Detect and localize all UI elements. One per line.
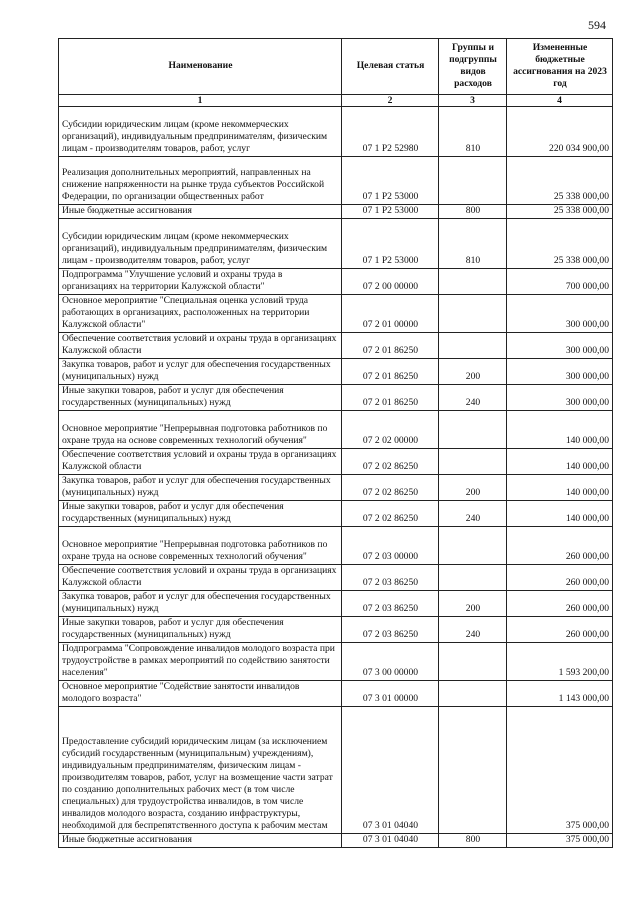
- page-number: 594: [588, 18, 606, 32]
- row-target-code: 07 2 01 86250: [342, 333, 439, 359]
- row-name: Основное мероприятие "Непрерывная подготовка работников по охране труда на основе современных технологий обучения": [59, 411, 342, 449]
- column-number: 3: [439, 95, 507, 107]
- table-row: [59, 219, 613, 269]
- row-amount: 260 000,00: [507, 527, 613, 565]
- row-name: Иные бюджетные ассигнования: [59, 834, 342, 848]
- table-row: [59, 205, 613, 219]
- row-name: Подпрограмма "Сопровождение инвалидов молодого возраста при трудоустройстве в рамках мероприятий по содействию занятости населения": [59, 643, 342, 681]
- row-name: Иные закупки товаров, работ и услуг для обеспечения государственных (муниципальных) нужд: [59, 501, 342, 527]
- row-target-code: 07 2 03 86250: [342, 617, 439, 643]
- row-name: Закупка товаров, работ и услуг для обеспечения государственных (муниципальных) нужд: [59, 359, 342, 385]
- row-name: Закупка товаров, работ и услуг для обеспечения государственных (муниципальных) нужд: [59, 475, 342, 501]
- row-group-code: [439, 295, 507, 333]
- row-amount: 220 034 900,00: [507, 107, 613, 157]
- row-group-code: [439, 333, 507, 359]
- row-target-code: 07 3 01 00000: [342, 681, 439, 707]
- row-name: Основное мероприятие "Содействие занятости инвалидов молодого возраста": [59, 681, 342, 707]
- table-body: [59, 107, 613, 848]
- table-row: [59, 707, 613, 834]
- row-amount: 260 000,00: [507, 591, 613, 617]
- table-row: [59, 681, 613, 707]
- row-group-code: [439, 527, 507, 565]
- row-amount: 260 000,00: [507, 617, 613, 643]
- row-target-code: 07 2 02 86250: [342, 475, 439, 501]
- header-name: Наименование: [59, 39, 342, 95]
- row-target-code: 07 2 02 86250: [342, 501, 439, 527]
- row-group-code: 810: [439, 219, 507, 269]
- row-target-code: 07 2 02 00000: [342, 411, 439, 449]
- row-name: Обеспечение соответствия условий и охраны труда в организациях Калужской области: [59, 449, 342, 475]
- header-amount: Измененные бюджетные ассигнования на 2023 год: [507, 39, 613, 95]
- row-name: Иные бюджетные ассигнования: [59, 205, 342, 219]
- row-amount: 300 000,00: [507, 359, 613, 385]
- table-row: [59, 333, 613, 359]
- column-number: 2: [342, 95, 439, 107]
- row-target-code: 07 1 P2 53000: [342, 157, 439, 205]
- row-group-code: [439, 681, 507, 707]
- row-amount: 300 000,00: [507, 333, 613, 359]
- row-group-code: [439, 157, 507, 205]
- table-row: [59, 834, 613, 848]
- row-group-code: [439, 411, 507, 449]
- row-name: Реализация дополнительных мероприятий, направленных на снижение напряженности на рынке труда субъектов Российской Федерации, по организации общественных работ: [59, 157, 342, 205]
- row-amount: 25 338 000,00: [507, 157, 613, 205]
- table-row: [59, 411, 613, 449]
- row-amount: 300 000,00: [507, 295, 613, 333]
- row-group-code: 240: [439, 617, 507, 643]
- row-target-code: 07 3 00 00000: [342, 643, 439, 681]
- table-row: [59, 591, 613, 617]
- table-row: [59, 295, 613, 333]
- row-amount: 260 000,00: [507, 565, 613, 591]
- row-amount: 25 338 000,00: [507, 205, 613, 219]
- table-row: [59, 385, 613, 411]
- row-target-code: 07 1 P2 53000: [342, 219, 439, 269]
- row-target-code: 07 2 01 86250: [342, 359, 439, 385]
- row-group-code: [439, 707, 507, 834]
- row-amount: 1 143 000,00: [507, 681, 613, 707]
- row-amount: 300 000,00: [507, 385, 613, 411]
- row-group-code: [439, 269, 507, 295]
- row-name: Основное мероприятие "Специальная оценка условий труда работающих в организациях, расположенных на территории Калужской области": [59, 295, 342, 333]
- row-name: Субсидии юридическим лицам (кроме некоммерческих организаций), индивидуальным предпринимателям, физическим лицам - производителям товаров, работ, услуг: [59, 107, 342, 157]
- row-group-code: 200: [439, 591, 507, 617]
- row-name: Закупка товаров, работ и услуг для обеспечения государственных (муниципальных) нужд: [59, 591, 342, 617]
- row-name: Субсидии юридическим лицам (кроме некоммерческих организаций), индивидуальным предпринимателям, физическим лицам - производителям товаров, работ, услуг: [59, 219, 342, 269]
- row-target-code: 07 2 00 00000: [342, 269, 439, 295]
- table-header-row: [59, 39, 613, 95]
- row-amount: 375 000,00: [507, 834, 613, 848]
- table-row: [59, 527, 613, 565]
- table-row: [59, 643, 613, 681]
- row-target-code: 07 1 P2 53000: [342, 205, 439, 219]
- table-row: [59, 449, 613, 475]
- row-group-code: [439, 565, 507, 591]
- row-amount: 140 000,00: [507, 449, 613, 475]
- row-target-code: 07 2 03 86250: [342, 591, 439, 617]
- row-amount: 25 338 000,00: [507, 219, 613, 269]
- row-name: Основное мероприятие "Непрерывная подготовка работников по охране труда на основе современных технологий обучения": [59, 527, 342, 565]
- table-row: [59, 617, 613, 643]
- table-row: [59, 565, 613, 591]
- row-amount: 140 000,00: [507, 475, 613, 501]
- row-target-code: 07 2 02 86250: [342, 449, 439, 475]
- row-group-code: 800: [439, 205, 507, 219]
- row-amount: 700 000,00: [507, 269, 613, 295]
- row-amount: 140 000,00: [507, 411, 613, 449]
- row-group-code: 240: [439, 501, 507, 527]
- row-target-code: 07 1 P2 52980: [342, 107, 439, 157]
- row-target-code: 07 2 03 86250: [342, 565, 439, 591]
- header-target: Целевая статья: [342, 39, 439, 95]
- column-number: 1: [59, 95, 342, 107]
- row-target-code: 07 3 01 04040: [342, 707, 439, 834]
- table-row: [59, 475, 613, 501]
- row-group-code: 800: [439, 834, 507, 848]
- row-name: Обеспечение соответствия условий и охраны труда в организациях Калужской области: [59, 565, 342, 591]
- table-row: [59, 501, 613, 527]
- row-target-code: 07 3 01 04040: [342, 834, 439, 848]
- row-group-code: 200: [439, 475, 507, 501]
- row-name: Обеспечение соответствия условий и охраны труда в организациях Калужской области: [59, 333, 342, 359]
- row-name: Подпрограмма "Улучшение условий и охраны труда в организациях на территории Калужской области": [59, 269, 342, 295]
- row-target-code: 07 2 01 86250: [342, 385, 439, 411]
- row-amount: 140 000,00: [507, 501, 613, 527]
- table-row: [59, 157, 613, 205]
- row-target-code: 07 2 03 00000: [342, 527, 439, 565]
- column-number: 4: [507, 95, 613, 107]
- row-group-code: [439, 643, 507, 681]
- row-name: Иные закупки товаров, работ и услуг для обеспечения государственных (муниципальных) нужд: [59, 385, 342, 411]
- row-group-code: 810: [439, 107, 507, 157]
- row-amount: 375 000,00: [507, 707, 613, 834]
- table-row: [59, 359, 613, 385]
- table-row: [59, 107, 613, 157]
- row-group-code: 200: [439, 359, 507, 385]
- table-row: [59, 269, 613, 295]
- row-target-code: 07 2 01 00000: [342, 295, 439, 333]
- row-group-code: [439, 449, 507, 475]
- column-number-row: [59, 95, 613, 107]
- row-group-code: 240: [439, 385, 507, 411]
- row-amount: 1 593 200,00: [507, 643, 613, 681]
- header-group: Группы и подгруппы видов расходов: [439, 39, 507, 95]
- row-name: Иные закупки товаров, работ и услуг для обеспечения государственных (муниципальных) нужд: [59, 617, 342, 643]
- budget-table: [58, 38, 613, 848]
- row-name: Предоставление субсидий юридическим лицам (за исключением субсидий государственным (муниципальным) учреждениям), индивидуальным предпринимателям, физическим лицам - производителям товаров, работ, услуг на возмещение части затрат по созданию дополнительных рабочих мест (в том числе специальных) для трудоустройства инвалидов, в том числе инвалидов молодого возраста, созданию инфраструктуры, необходимой для беспрепятственного доступа к рабочим местам: [59, 707, 342, 834]
